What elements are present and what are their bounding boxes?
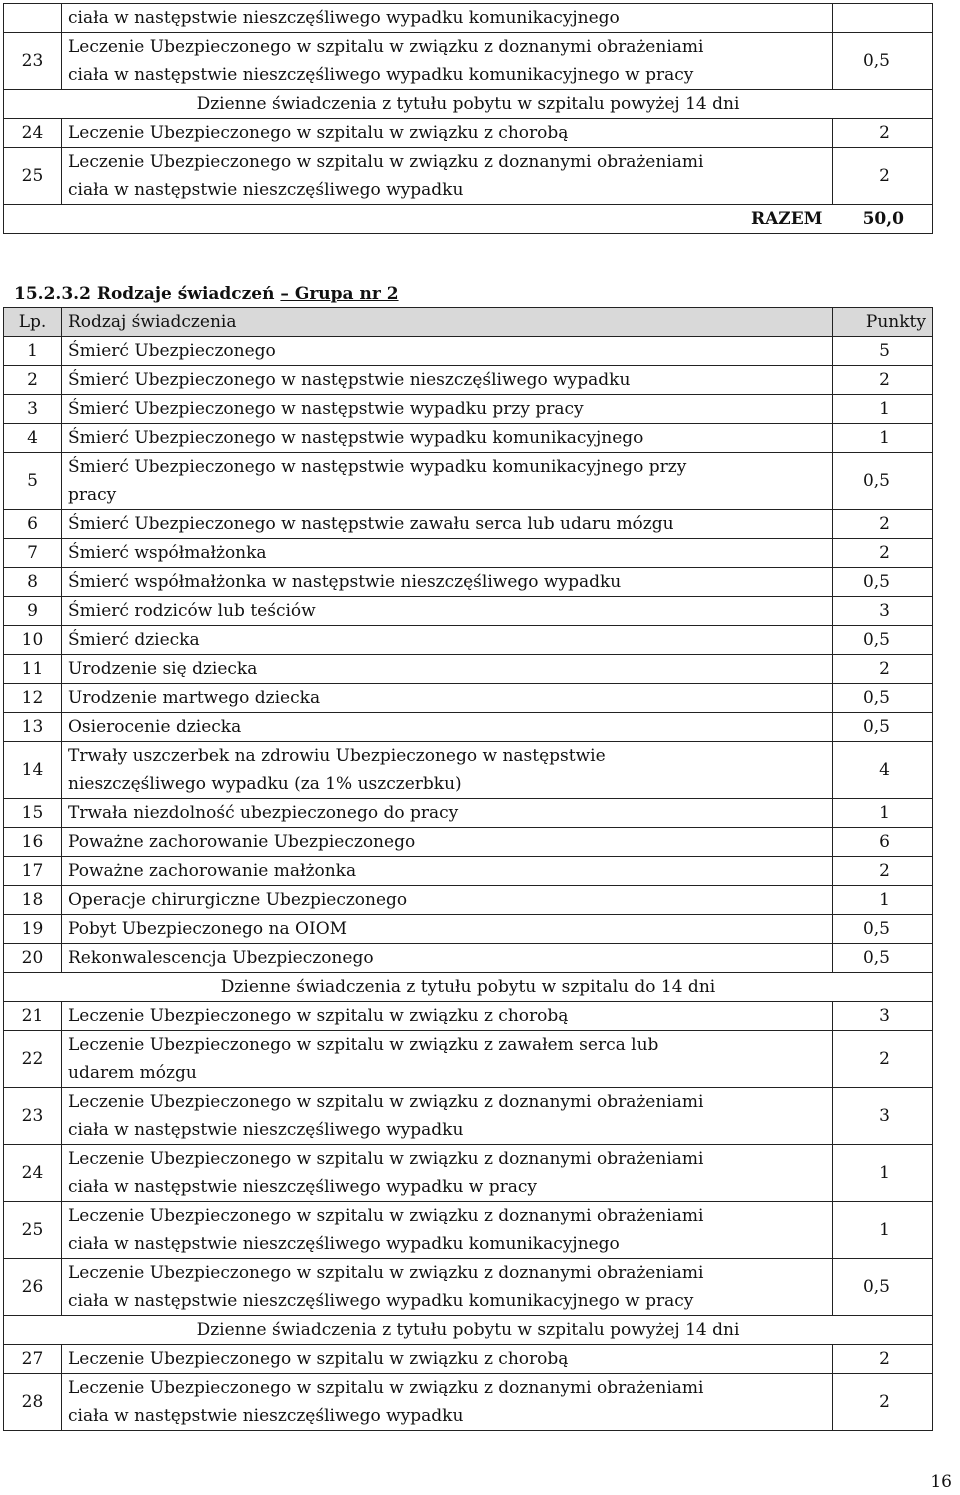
row-number: 1 bbox=[4, 337, 62, 366]
table-row bbox=[4, 395, 933, 424]
table-row bbox=[4, 915, 933, 944]
row-points: 2 bbox=[833, 1031, 933, 1088]
table-row bbox=[4, 1374, 933, 1431]
table-body bbox=[4, 308, 933, 1431]
row-number: 11 bbox=[4, 655, 62, 684]
table-row bbox=[4, 33, 933, 90]
row-number: 20 bbox=[4, 944, 62, 973]
row-number: 2 bbox=[4, 366, 62, 395]
row-points: 0,5 bbox=[833, 944, 933, 973]
table-row bbox=[4, 742, 933, 799]
row-description: Śmierć Ubezpieczonego bbox=[62, 337, 833, 366]
row-number: 24 bbox=[4, 1145, 62, 1202]
row-description-line-2: ciała w następstwie nieszczęśliwego wypadku w pracy bbox=[68, 1177, 538, 1197]
row-number: 28 bbox=[4, 1374, 62, 1431]
table-row bbox=[4, 597, 933, 626]
table-row bbox=[4, 1202, 933, 1259]
row-number: 10 bbox=[4, 626, 62, 655]
total-value: 50,0 bbox=[833, 205, 933, 234]
table-row bbox=[4, 366, 933, 395]
row-description: ciała w następstwie nieszczęśliwego wypadku komunikacyjnego bbox=[62, 4, 833, 33]
row-description: Śmierć dziecka bbox=[62, 626, 833, 655]
row-number: 7 bbox=[4, 539, 62, 568]
table-row bbox=[4, 655, 933, 684]
total-label: RAZEM bbox=[4, 205, 833, 234]
table-row bbox=[4, 1145, 933, 1202]
row-points: 2 bbox=[833, 119, 933, 148]
row-description-line-2: ciała w następstwie nieszczęśliwego wypadku komunikacyjnego w pracy bbox=[68, 1291, 694, 1311]
section-heading bbox=[14, 281, 399, 307]
table-row bbox=[4, 828, 933, 857]
row-number: 26 bbox=[4, 1259, 62, 1316]
table-row bbox=[4, 1259, 933, 1316]
benefits-table-group-2 bbox=[3, 307, 933, 1431]
row-description-line-2: pracy bbox=[68, 485, 117, 505]
row-points: 2 bbox=[833, 539, 933, 568]
row-description-line-1: Leczenie Ubezpieczonego w szpitalu w związku z doznanymi obrażeniami bbox=[68, 1149, 704, 1169]
row-description bbox=[62, 1374, 833, 1431]
row-description: Osierocenie dziecka bbox=[62, 713, 833, 742]
header-lp: Lp. bbox=[4, 308, 62, 337]
table-row bbox=[4, 713, 933, 742]
subheader-text: Dzienne świadczenia z tytułu pobytu w szpitalu powyżej 14 dni bbox=[4, 90, 933, 119]
table-row bbox=[4, 857, 933, 886]
row-description: Leczenie Ubezpieczonego w szpitalu w związku z chorobą bbox=[62, 119, 833, 148]
row-number: 18 bbox=[4, 886, 62, 915]
table-row bbox=[4, 1031, 933, 1088]
table-row bbox=[4, 424, 933, 453]
row-number: 25 bbox=[4, 148, 62, 205]
row-description-line-1: Leczenie Ubezpieczonego w szpitalu w związku z doznanymi obrażeniami bbox=[68, 1206, 704, 1226]
table-body bbox=[4, 4, 933, 234]
row-description: Leczenie Ubezpieczonego w szpitalu w związku z chorobą bbox=[62, 1345, 833, 1374]
row-description: Rekonwalescencja Ubezpieczonego bbox=[62, 944, 833, 973]
row-number: 12 bbox=[4, 684, 62, 713]
row-description: Śmierć Ubezpieczonego w następstwie wypadku przy pracy bbox=[62, 395, 833, 424]
row-number: 5 bbox=[4, 453, 62, 510]
table-row bbox=[4, 539, 933, 568]
table-row bbox=[4, 453, 933, 510]
row-number: 27 bbox=[4, 1345, 62, 1374]
row-points: 0,5 bbox=[833, 1259, 933, 1316]
row-points: 2 bbox=[833, 857, 933, 886]
table-row bbox=[4, 799, 933, 828]
row-description-line-1: Śmierć Ubezpieczonego w następstwie wypadku komunikacyjnego przy bbox=[68, 457, 687, 477]
row-points: 0,5 bbox=[833, 626, 933, 655]
row-description: Śmierć współmałżonka bbox=[62, 539, 833, 568]
table-row bbox=[4, 4, 933, 33]
row-points: 1 bbox=[833, 1145, 933, 1202]
row-description-line-2: nieszczęśliwego wypadku (za 1% uszczerbku) bbox=[68, 774, 462, 794]
row-description: Urodzenie się dziecka bbox=[62, 655, 833, 684]
row-points: 1 bbox=[833, 799, 933, 828]
page-number: 16 bbox=[930, 1472, 952, 1492]
row-description: Poważne zachorowanie małżonka bbox=[62, 857, 833, 886]
row-number: 13 bbox=[4, 713, 62, 742]
row-number: 8 bbox=[4, 568, 62, 597]
row-number bbox=[4, 4, 62, 33]
row-points: 2 bbox=[833, 1345, 933, 1374]
row-points: 3 bbox=[833, 597, 933, 626]
row-description-line-1: Leczenie Ubezpieczonego w szpitalu w związku z doznanymi obrażeniami bbox=[68, 1092, 704, 1112]
section-title-group: – Grupa nr 2 bbox=[280, 284, 399, 304]
row-description bbox=[62, 1202, 833, 1259]
table-row bbox=[4, 510, 933, 539]
row-description: Trwała niezdolność ubezpieczonego do pracy bbox=[62, 799, 833, 828]
row-points: 0,5 bbox=[833, 915, 933, 944]
row-description bbox=[62, 148, 833, 205]
row-number: 24 bbox=[4, 119, 62, 148]
row-points: 0,5 bbox=[833, 453, 933, 510]
table-row bbox=[4, 568, 933, 597]
row-number: 17 bbox=[4, 857, 62, 886]
section-subheader-row bbox=[4, 90, 933, 119]
row-points: 1 bbox=[833, 1202, 933, 1259]
row-description bbox=[62, 1145, 833, 1202]
subheader-text: Dzienne świadczenia z tytułu pobytu w szpitalu do 14 dni bbox=[4, 973, 933, 1002]
row-points: 3 bbox=[833, 1088, 933, 1145]
row-description bbox=[62, 1088, 833, 1145]
row-description: Śmierć rodziców lub teściów bbox=[62, 597, 833, 626]
row-points: 2 bbox=[833, 510, 933, 539]
row-number: 4 bbox=[4, 424, 62, 453]
table-row bbox=[4, 119, 933, 148]
row-description: Pobyt Ubezpieczonego na OIOM bbox=[62, 915, 833, 944]
benefits-table-group-1-continued bbox=[3, 3, 933, 234]
row-description-line-1: Leczenie Ubezpieczonego w szpitalu w związku z doznanymi obrażeniami bbox=[68, 152, 704, 172]
row-points: 2 bbox=[833, 366, 933, 395]
row-description: Śmierć Ubezpieczonego w następstwie wypadku komunikacyjnego bbox=[62, 424, 833, 453]
table-header-row bbox=[4, 308, 933, 337]
table-row bbox=[4, 1345, 933, 1374]
total-row bbox=[4, 205, 933, 234]
row-number: 9 bbox=[4, 597, 62, 626]
row-description-line-1: Leczenie Ubezpieczonego w szpitalu w związku z doznanymi obrażeniami bbox=[68, 1263, 704, 1283]
row-description: Śmierć Ubezpieczonego w następstwie nieszczęśliwego wypadku bbox=[62, 366, 833, 395]
row-number: 16 bbox=[4, 828, 62, 857]
section-subheader-row bbox=[4, 973, 933, 1002]
row-number: 22 bbox=[4, 1031, 62, 1088]
header-points: Punkty bbox=[833, 308, 933, 337]
section-subheader-row bbox=[4, 1316, 933, 1345]
header-description: Rodzaj świadczenia bbox=[62, 308, 833, 337]
table-row bbox=[4, 148, 933, 205]
row-description-line-1: Leczenie Ubezpieczonego w szpitalu w związku z zawałem serca lub bbox=[68, 1035, 659, 1055]
row-points: 0,5 bbox=[833, 684, 933, 713]
table-row bbox=[4, 1088, 933, 1145]
subheader-text: Dzienne świadczenia z tytułu pobytu w szpitalu powyżej 14 dni bbox=[4, 1316, 933, 1345]
row-points: 1 bbox=[833, 395, 933, 424]
row-description-line-2: ciała w następstwie nieszczęśliwego wypadku bbox=[68, 1120, 464, 1140]
row-description: Śmierć Ubezpieczonego w następstwie zawału serca lub udaru mózgu bbox=[62, 510, 833, 539]
row-points: 0,5 bbox=[833, 33, 933, 90]
row-description-line-2: ciała w następstwie nieszczęśliwego wypadku bbox=[68, 180, 464, 200]
row-points bbox=[833, 4, 933, 33]
table-row bbox=[4, 944, 933, 973]
row-points: 2 bbox=[833, 655, 933, 684]
row-description: Operacje chirurgiczne Ubezpieczonego bbox=[62, 886, 833, 915]
row-number: 25 bbox=[4, 1202, 62, 1259]
row-description bbox=[62, 1031, 833, 1088]
row-points: 0,5 bbox=[833, 568, 933, 597]
row-number: 21 bbox=[4, 1002, 62, 1031]
row-number: 15 bbox=[4, 799, 62, 828]
row-description-line-2: ciała w następstwie nieszczęśliwego wypadku komunikacyjnego bbox=[68, 1234, 620, 1254]
row-description: Urodzenie martwego dziecka bbox=[62, 684, 833, 713]
row-number: 19 bbox=[4, 915, 62, 944]
row-points: 4 bbox=[833, 742, 933, 799]
row-number: 23 bbox=[4, 1088, 62, 1145]
row-points: 2 bbox=[833, 1374, 933, 1431]
section-number: 15.2.3.2 bbox=[14, 284, 91, 304]
table-row bbox=[4, 1002, 933, 1031]
row-description bbox=[62, 742, 833, 799]
row-number: 14 bbox=[4, 742, 62, 799]
row-description: Śmierć współmałżonka w następstwie nieszczęśliwego wypadku bbox=[62, 568, 833, 597]
row-points: 6 bbox=[833, 828, 933, 857]
row-number: 23 bbox=[4, 33, 62, 90]
row-description-line-1: Trwały uszczerbek na zdrowiu Ubezpieczonego w następstwie bbox=[68, 746, 606, 766]
row-description-line-1: Leczenie Ubezpieczonego w szpitalu w związku z doznanymi obrażeniami bbox=[68, 37, 704, 57]
row-description-line-2: ciała w następstwie nieszczęśliwego wypadku komunikacyjnego w pracy bbox=[68, 65, 694, 85]
row-number: 6 bbox=[4, 510, 62, 539]
row-points: 0,5 bbox=[833, 713, 933, 742]
table-row bbox=[4, 626, 933, 655]
table-row bbox=[4, 684, 933, 713]
table-row bbox=[4, 337, 933, 366]
section-title: Rodzaje świadczeń bbox=[96, 284, 281, 304]
row-description bbox=[62, 33, 833, 90]
row-points: 1 bbox=[833, 424, 933, 453]
row-description-line-2: udarem mózgu bbox=[68, 1063, 197, 1083]
row-description: Leczenie Ubezpieczonego w szpitalu w związku z chorobą bbox=[62, 1002, 833, 1031]
row-points: 3 bbox=[833, 1002, 933, 1031]
row-points: 5 bbox=[833, 337, 933, 366]
row-points: 1 bbox=[833, 886, 933, 915]
row-description bbox=[62, 1259, 833, 1316]
row-description-line-1: Leczenie Ubezpieczonego w szpitalu w związku z doznanymi obrażeniami bbox=[68, 1378, 704, 1398]
row-points: 2 bbox=[833, 148, 933, 205]
row-number: 3 bbox=[4, 395, 62, 424]
row-description: Poważne zachorowanie Ubezpieczonego bbox=[62, 828, 833, 857]
row-description bbox=[62, 453, 833, 510]
table-row bbox=[4, 886, 933, 915]
row-description-line-2: ciała w następstwie nieszczęśliwego wypadku bbox=[68, 1406, 464, 1426]
